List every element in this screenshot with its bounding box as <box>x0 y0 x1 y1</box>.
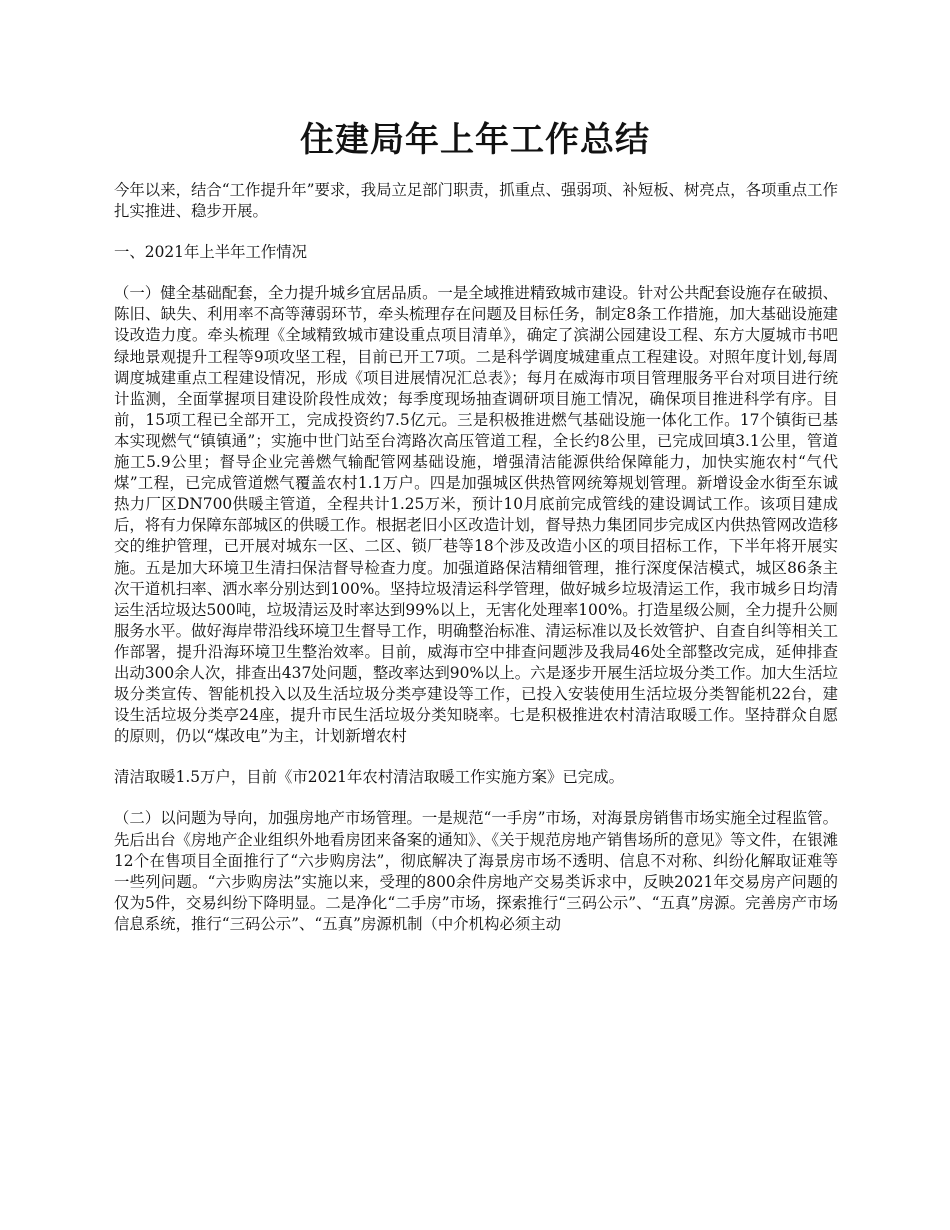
paragraph-heating-continued: 清洁取暖1.5万户，目前《市2021年农村清洁取暖工作实施方案》已完成。 <box>114 768 624 787</box>
paragraph-real-estate: （二）以问题为导向，加强房地产市场管理。一是规范“一手房”市场，对海景房销售市场实施全过程监管。先后出台《房地产企业组织外地看房团来备案的通知》、《关于规范房地产销售场所的意见》等文件，在银滩12个在售项目全面推行了“六步购房法”，彻底解决了海景房市场不透明、信息不对称、纠纷化解取证难等一些列问题。“六步购房法”实施以来，受理的800余件房地产交易类诉求中，反映2021年交易房产问题的仅为5件，交易纠纷下降明显。二是净化“二手房”市场，探索推行“三码公示”、“五真”房源。完善房产市场信息系统，推行“三码公示”、“五真”房源机制（中介机构必须主动 <box>114 809 838 933</box>
paragraph-intro: 今年以来，结合“工作提升年”要求，我局立足部门职责，抓重点、强弱项、补短板、树亮点，各项重点工作扎实推进、稳步开展。 <box>114 181 838 221</box>
section-heading: 一、2021年上半年工作情况 <box>114 243 308 262</box>
document-body <box>114 180 838 955</box>
page-title: 住建局年上年工作总结 <box>300 120 650 160</box>
paragraph-infrastructure: （一）健全基础配套，全力提升城乡宜居品质。一是全域推进精致城市建设。针对公共配套设施存在破损、陈旧、缺失、利用率不高等薄弱环节，牵头梳理存在问题及目标任务，制定8条工作措施，加大基础设施建设改造力度。牵头梳理《全域精致城市建设重点项目清单》，确定了滨湖公园建设工程、东方大厦城市书吧绿地景观提升工程等9项攻坚工程，目前已开工7项。二是科学调度城建重点工程建设。对照年度计划,每周调度城建重点工程建设情况，形成《项目进展情况汇总表》；每月在威海市项目管理服务平台对项目进行统计监测，全面掌握项目建设阶段性成效；每季度现场抽查调研项目施工情况，确保项目推进科学有序。目前，15项工程已全部开工，完成投资约7.5亿元。三是积极推进燃气基础设施一体化工作。17个镇街已基本实现燃气“镇镇通”；实施中世门站至台湾路次高压管道工程，全长约8公里，已完成回填3.1公里，管道施工5.9公里；督导企业完善燃气输配管网基础设施，增强清洁能源供给保障能力，加快实施农村“气代煤”工程，已完成管道燃气覆盖农村1.1万户。四是加强城区供热管网统筹规划管理。新增设金水街至东诚热力厂区DN700供暖主管道，全程共计1.25万米，预计10月底前完成管线的建设调试工作。该项目建成后，将有力保障东部城区的供暖工作。根据老旧小区改造计划，督导热力集团同步完成区内供热管网改造移交的维护管理，已开展对城东一区、二区、锁厂巷等18个涉及改造小区的项目招标工作，下半年将开展实施。五是加大环境卫生清扫保洁督导检查力度。加强道路保洁精细管理，推行深度保洁模式，城区86条主次干道机扫率、洒水率分别达到100%。坚持垃圾清运科学管理，做好城乡垃圾清运工作，我市城乡日均清运生活垃圾达500吨，垃圾清运及时率达到99%以上，无害化处理率100%。打造星级公厕，全力提升公厕服务水平。做好海岸带沿线环境卫生督导工作，明确整治标准、清运标准以及长效管护、自查自纠等相关工作部署，提升沿海环境卫生整治效率。目前，威海市空中排查问题涉及我局46处全部整改完成，延伸排查出动300余人次，排查出437处问题，整改率达到90%以上。六是逐步开展生活垃圾分类工作。加大生活垃圾分类宣传、智能机投入以及生活垃圾分类亭建设等工作，已投入安装使用生活垃圾分类智能机22台，建设生活垃圾分类亭24座，提升市民生活垃圾分类知晓率。七是积极推进农村清洁取暖工作。坚持群众自愿的原则，仍以“煤改电”为主，计划新增农村 <box>114 284 838 746</box>
